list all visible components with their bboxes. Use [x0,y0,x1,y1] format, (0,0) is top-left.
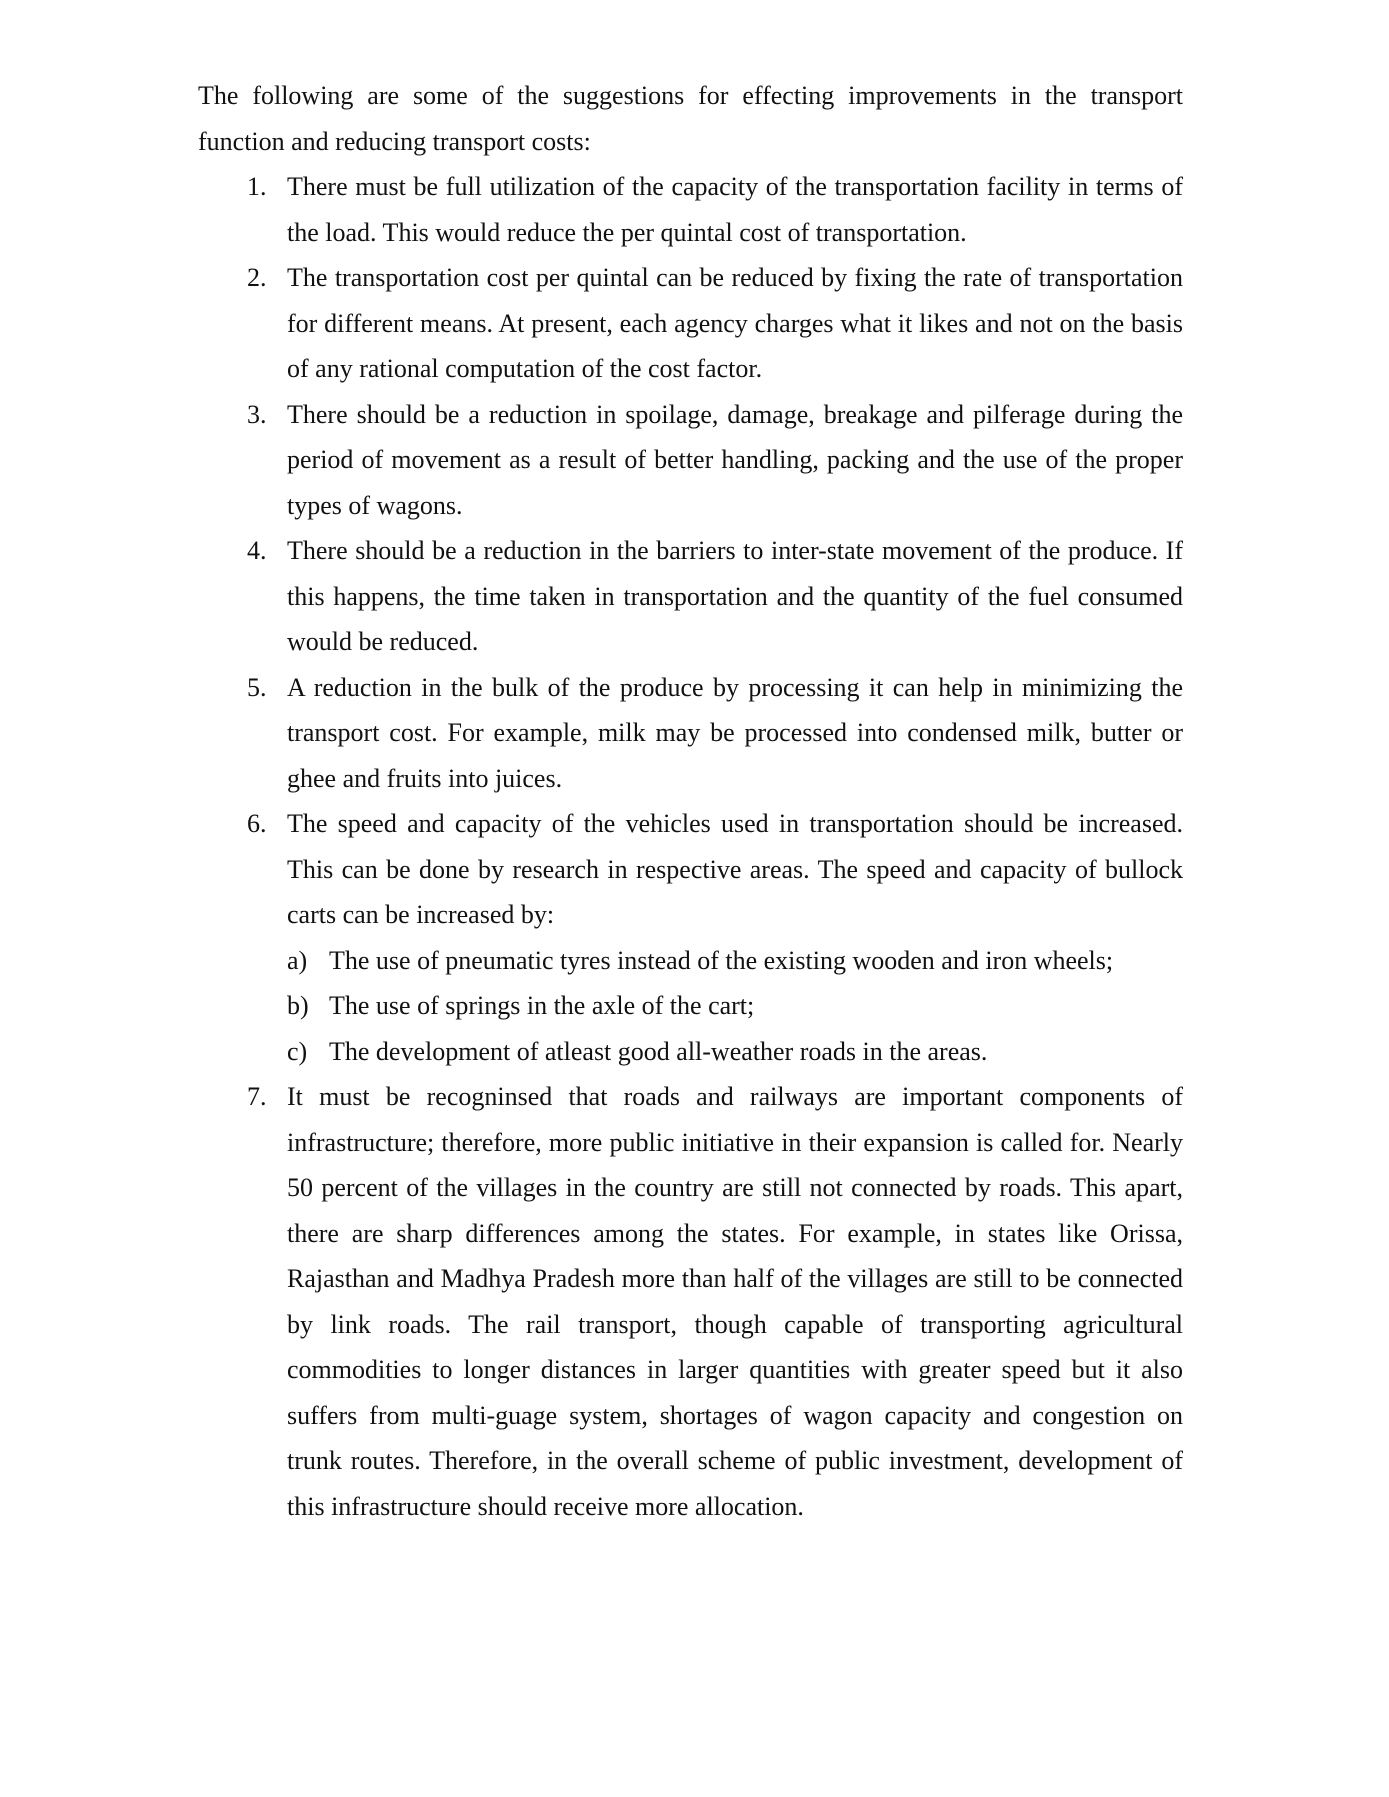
list-item-7 [198,1074,1183,1529]
list-item-3 [198,392,1183,529]
sub-item-text: The development of atleast good all-weather roads in the areas. [329,1036,988,1066]
list-number: 6. [247,809,267,838]
list-item-1 [198,164,1183,255]
list-item-text: The transportation cost per quintal can be reduced by fixing the rate of transportation for different means. At present, each agency charges what it likes and not on the basis of any rational computation of the cost factor. [287,263,1183,383]
sub-item-c [287,1029,1183,1075]
list-item-text: A reduction in the bulk of the produce by processing it can help in minimizing the transport cost. For example, milk may be processed into condensed milk, butter or ghee and fruits into juices. [287,672,1183,793]
sub-item-a [287,938,1183,984]
sub-item-text: The use of springs in the axle of the cart; [329,991,755,1020]
list-number: 3. [247,399,267,429]
sub-list [287,938,1183,1075]
intro-paragraph: The following are some of the suggestions for effecting improvements in the transport function and reducing transport costs: [198,81,1183,156]
list-item-text: There must be full utilization of the capacity of the transportation facility in terms of the load. This would reduce the per quintal cost of transportation. [287,172,1183,247]
sub-item-b [287,983,1183,1029]
list-number: 2. [247,263,267,292]
list-item-4 [198,528,1183,665]
sub-item-marker: b) [287,991,309,1020]
list-item-text: The speed and capacity of the vehicles used in transportation should be increased. This can be done by research in respective areas. The speed and capacity of bullock carts can be increased by: [287,809,1183,929]
list-number: 5. [247,672,267,702]
list-item-text: There should be a reduction in spoilage, damage, breakage and pilferage during the period of movement as a result of better handling, packing and the use of the proper types of wagons. [287,399,1183,520]
sub-item-marker: c) [287,1036,308,1066]
list-number: 7. [247,1082,267,1111]
list-item-2 [198,255,1183,392]
suggestions-list [198,164,1183,1529]
list-item-5 [198,665,1183,802]
list-item-text: It must be recogninsed that roads and railways are important components of infrastructure; therefore, more public initiative in their expansion is called for. Nearly 50 percent of the villages in the country are still not connected by roads. This apart, there are sharp differences among the states. For example, in states like Orissa, Rajasthan and Madhya Pradesh more than half of the villages are still to be connected by link roads. The rail transport, though capable of transporting agricultural commodities to longer distances in larger quantities with greater speed but it also suffers from multi-guage system, shortages of wagon capacity and congestion on trunk routes. Therefore, in the overall scheme of public investment, development of this infrastructure should receive more allocation. [287,1082,1183,1521]
list-item-6 [198,801,1183,1074]
document-page [198,73,1183,1529]
sub-item-text: The use of pneumatic tyres instead of the existing wooden and iron wheels; [329,945,1114,975]
list-item-text: There should be a reduction in the barriers to inter-state movement of the produce. If this happens, the time taken in transportation and the quantity of the fuel consumed would be reduced. [287,536,1183,656]
sub-item-marker: a) [287,945,308,975]
list-number: 4. [247,536,267,565]
list-number: 1. [247,172,267,201]
